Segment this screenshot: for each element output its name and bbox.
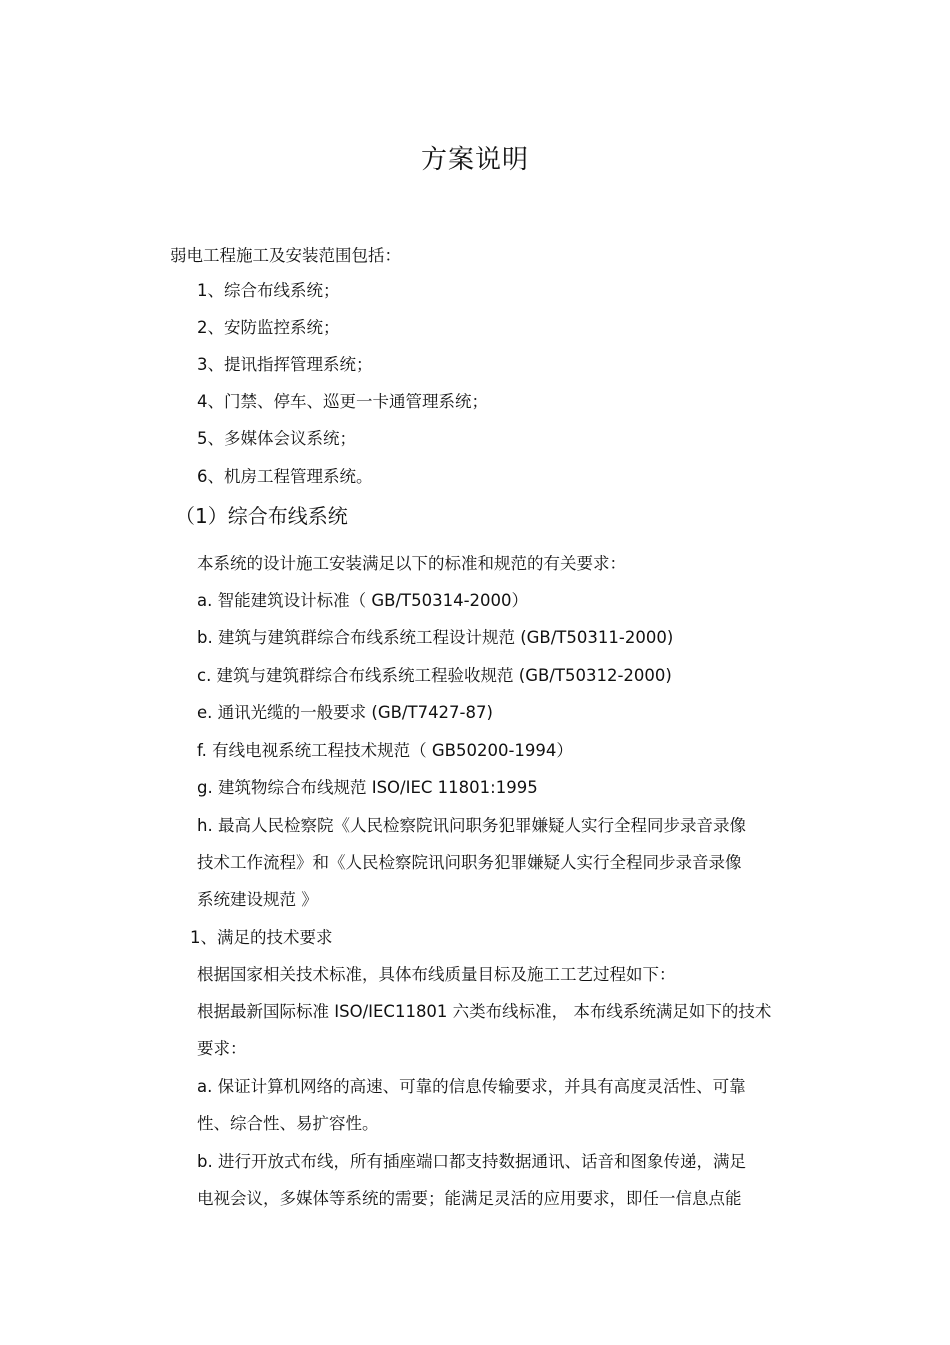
page-title: 方案说明 (420, 145, 529, 175)
paragraph-line: 根据国家相关技术标准，具体布线质量目标及施工工艺过程如下： (197, 965, 676, 984)
scope-item: 3、提讯指挥管理系统； (197, 355, 373, 374)
paragraph-line: b. 进行开放式布线，所有插座端口都支持数据通讯、话音和图象传递，满足 (197, 1152, 746, 1171)
standard-item-continued: 技术工作流程》和《人民检察院讯问职务犯罪嫌疑人实行全程同步录音录像 (197, 853, 742, 872)
standard-item-continued: 系统建设规范 》 (197, 890, 318, 909)
scope-item: 5、多媒体会议系统； (197, 429, 356, 448)
standard-item: g. 建筑物综合布线规范 ISO/IEC 11801:1995 (197, 778, 538, 797)
standard-item: e. 通讯光缆的一般要求 (GB/T7427-87) (197, 703, 493, 722)
standard-item: a. 智能建筑设计标准（ GB/T50314-2000） (197, 591, 529, 610)
scope-intro: 弱电工程施工及安装范围包括： (170, 246, 401, 265)
section-heading: （1）综合布线系统 (175, 504, 348, 528)
paragraph-line: 性、综合性、易扩容性。 (197, 1114, 379, 1133)
scope-item: 2、安防监控系统； (197, 318, 340, 337)
scope-item: 4、门禁、停车、巡更一卡通管理系统； (197, 392, 488, 411)
paragraph-line: a. 保证计算机网络的高速、可靠的信息传输要求，并具有高度灵活性、可靠 (197, 1077, 746, 1096)
standards-intro: 本系统的设计施工安装满足以下的标准和规范的有关要求： (197, 554, 626, 573)
scope-item: 6、机房工程管理系统。 (197, 467, 373, 486)
paragraph-line: 要求： (197, 1039, 247, 1058)
standard-item: h. 最高人民检察院《人民检察院讯问职务犯罪嫌疑人实行全程同步录音录像 (197, 816, 746, 835)
paragraph-line: 电视会议，多媒体等系统的需要；能满足灵活的应用要求，即任一信息点能 (197, 1189, 742, 1208)
standard-item: f. 有线电视系统工程技术规范（ GB50200-1994） (197, 741, 573, 760)
subsection-heading: 1、满足的技术要求 (190, 928, 333, 947)
paragraph-line: 根据最新国际标准 ISO/IEC11801 六类布线标准， 本布线系统满足如下的技术 (197, 1002, 772, 1021)
scope-item: 1、综合布线系统； (197, 281, 340, 300)
standard-item: c. 建筑与建筑群综合布线系统工程验收规范 (GB/T50312-2000) (197, 666, 672, 685)
standard-item: b. 建筑与建筑群综合布线系统工程设计规范 (GB/T50311-2000) (197, 628, 674, 647)
